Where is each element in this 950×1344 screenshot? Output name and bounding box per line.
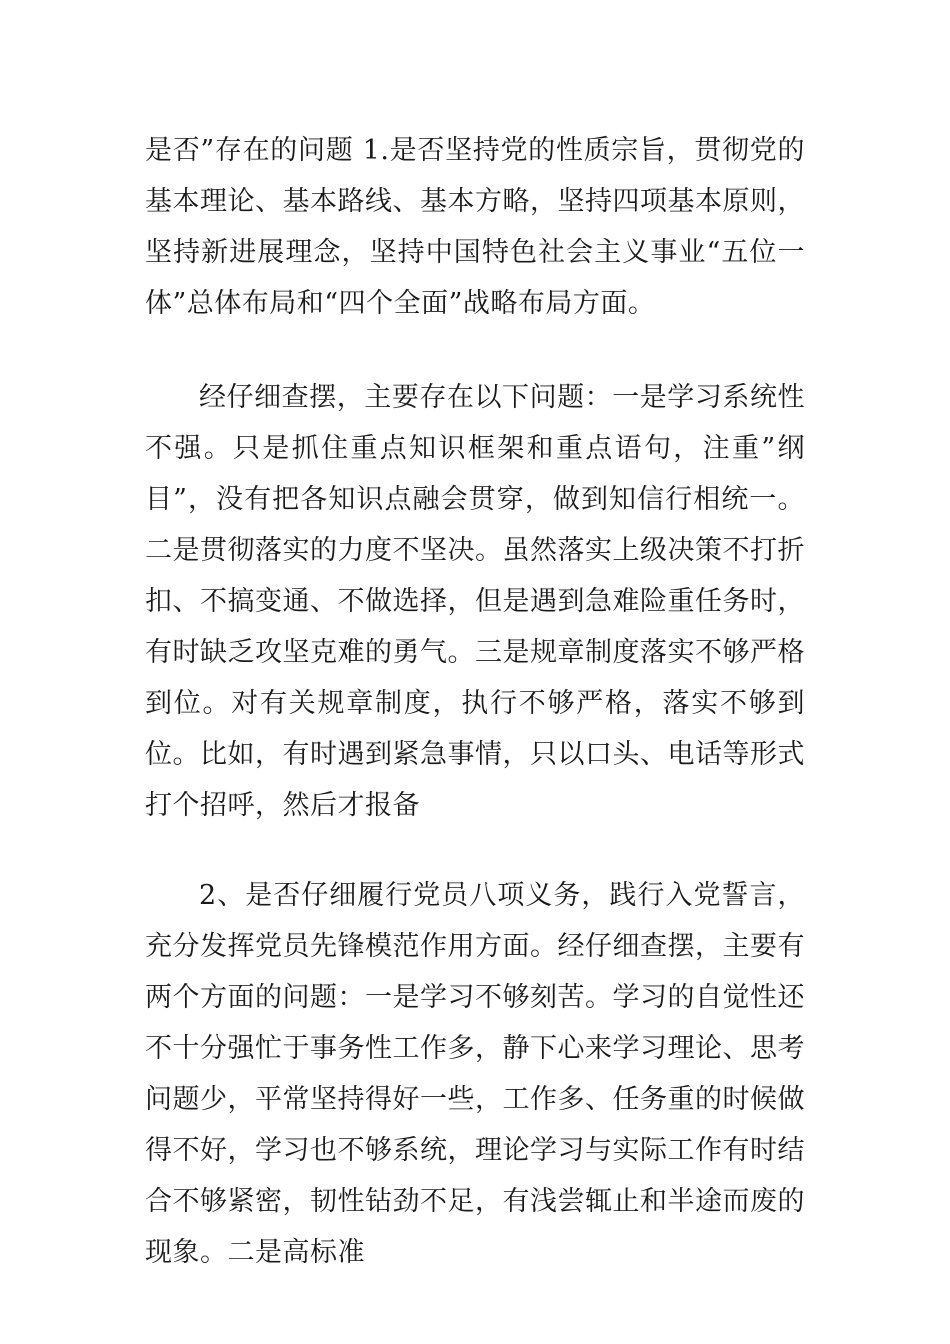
paragraph-1: 是否”存在的问题 1.是否坚持党的性质宗旨，贯彻党的基本理论、基本路线、基本方略，坚持四项基本原则，坚持新进展理念，坚持中国特色社会主义事业“五位一体”总体布局和“四个全面”战略布局方面。 — [145, 135, 805, 319]
paragraph-3: 2、是否仔细履行党员八项义务，践行入党誓言，充分发挥党员先锋模范作用方面。经仔细查摆，主要有两个方面的问题：一是学习不够刻苦。学习的自觉性还不十分强忙于事务性工作多，静下心来学习理论、思考问题少，平常坚持得好一些，工作多、任务重的时候做得不好，学习也不够系统，理论学习与实际工作有时结合不够紧密，韧性钻劲不足，有浅尝辄止和半途而废的现象。二是高标准 — [145, 880, 805, 1268]
paragraph-2: 经仔细查摆，主要存在以下问题：一是学习系统性不强。只是抓住重点知识框架和重点语句，注重”纲目”，没有把各知识点融会贯穿，做到知信行相统一。二是贯彻落实的力度不坚决。虽然落实上级决策不打折扣、不搞变通、不做选择，但是遇到急难险重任务时，有时缺乏攻坚克难的勇气。三是规章制度落实不够严格到位。对有关规章制度，执行不够严格，落实不够到位。比如，有时遇到紧急事情，只以口头、电话等形式打个招呼，然后才报备 — [145, 382, 805, 821]
